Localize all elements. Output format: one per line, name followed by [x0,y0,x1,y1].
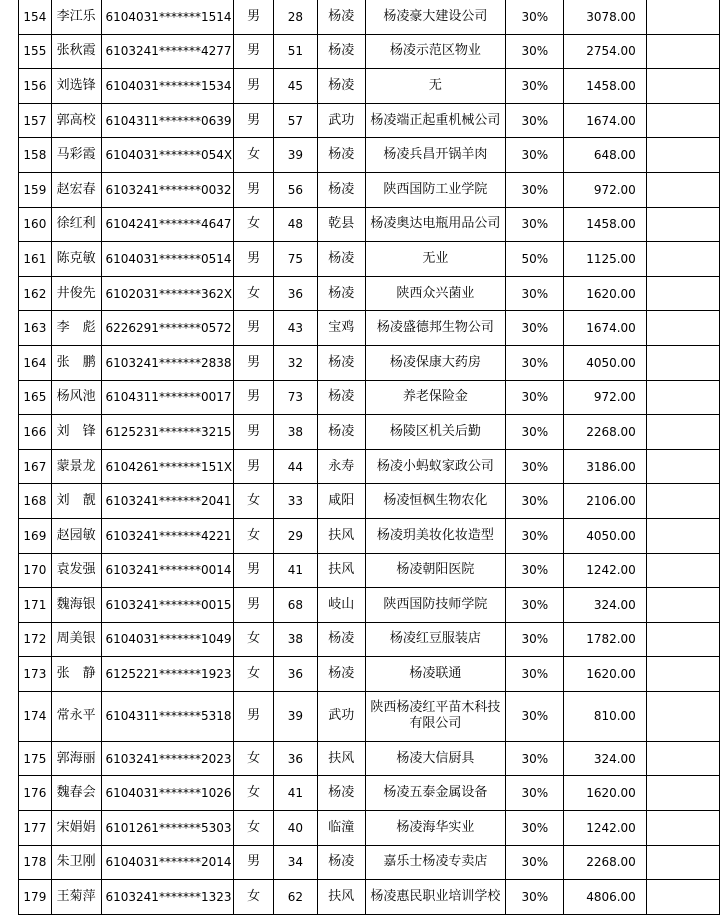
table-row [19,880,720,915]
name-cell: 郭高校 [51,103,101,138]
amount-cell: 972.00 [564,380,646,415]
ratio-cell: 30% [506,845,564,880]
company-cell: 杨凌海华实业 [365,811,506,846]
row-number: 163 [19,311,52,346]
remark-cell [646,880,719,915]
gender-cell: 女 [234,484,273,519]
amount-cell: 1620.00 [564,276,646,311]
ratio-cell: 30% [506,311,564,346]
ratio-cell: 30% [506,207,564,242]
place-cell: 扶风 [318,880,365,915]
company-cell: 杨凌五泰金属设备 [365,776,506,811]
remark-cell [646,69,719,104]
ratio-cell: 50% [506,242,564,277]
remark-cell [646,691,719,741]
ratio-cell: 30% [506,0,564,34]
ratio-cell: 30% [506,380,564,415]
remark-cell [646,484,719,519]
ratio-cell: 30% [506,276,564,311]
gender-cell: 女 [234,518,273,553]
gender-cell: 男 [234,242,273,277]
row-number: 166 [19,415,52,450]
gender-cell: 男 [234,588,273,623]
ratio-cell: 30% [506,103,564,138]
place-cell: 杨凌 [318,34,365,69]
remark-cell [646,845,719,880]
amount-cell: 1782.00 [564,622,646,657]
age-cell: 36 [273,276,317,311]
place-cell: 杨凌 [318,622,365,657]
company-cell: 杨凌保康大药房 [365,345,506,380]
amount-cell: 1242.00 [564,553,646,588]
company-cell: 无 [365,69,506,104]
name-cell: 刘 锋 [51,415,101,450]
id-card-cell: 6104031*******1534 [101,69,234,104]
row-number: 154 [19,0,52,34]
row-number: 175 [19,741,52,776]
gender-cell: 男 [234,69,273,104]
place-cell: 杨凌 [318,845,365,880]
id-card-cell: 6104031*******0514 [101,242,234,277]
place-cell: 武功 [318,691,365,741]
company-cell: 杨凌联通 [365,657,506,692]
row-number: 178 [19,845,52,880]
row-number: 169 [19,518,52,553]
table-row [19,103,720,138]
name-cell: 宋娟娟 [51,811,101,846]
amount-cell: 1242.00 [564,811,646,846]
place-cell: 杨凌 [318,0,365,34]
age-cell: 62 [273,880,317,915]
gender-cell: 女 [234,276,273,311]
id-card-cell: 6104311*******0639 [101,103,234,138]
age-cell: 73 [273,380,317,415]
table-row [19,484,720,519]
ratio-cell: 30% [506,34,564,69]
name-cell: 张秋霞 [51,34,101,69]
gender-cell: 女 [234,622,273,657]
gender-cell: 男 [234,845,273,880]
remark-cell [646,776,719,811]
name-cell: 李 彪 [51,311,101,346]
amount-cell: 1620.00 [564,657,646,692]
gender-cell: 女 [234,138,273,173]
age-cell: 34 [273,845,317,880]
row-number: 177 [19,811,52,846]
company-cell: 杨凌奥达电瓶用品公司 [365,207,506,242]
age-cell: 39 [273,138,317,173]
place-cell: 扶风 [318,518,365,553]
place-cell: 杨凌 [318,776,365,811]
remark-cell [646,34,719,69]
place-cell: 杨凌 [318,380,365,415]
gender-cell: 男 [234,103,273,138]
table-row [19,741,720,776]
id-card-cell: 6102031*******362X [101,276,234,311]
company-cell: 杨凌盛德邦生物公司 [365,311,506,346]
ratio-cell: 30% [506,691,564,741]
company-cell: 养老保险金 [365,380,506,415]
amount-cell: 4050.00 [564,345,646,380]
amount-cell: 2268.00 [564,845,646,880]
name-cell: 王菊萍 [51,880,101,915]
place-cell: 永寿 [318,449,365,484]
table-row [19,380,720,415]
gender-cell: 女 [234,657,273,692]
table-row [19,776,720,811]
amount-cell: 1674.00 [564,103,646,138]
company-cell: 杨凌豪大建设公司 [365,0,506,34]
ratio-cell: 30% [506,657,564,692]
row-number: 179 [19,880,52,915]
id-card-cell: 6103241*******0032 [101,172,234,207]
row-number: 167 [19,449,52,484]
table-row [19,845,720,880]
gender-cell: 男 [234,449,273,484]
remark-cell [646,345,719,380]
table-row [19,691,720,741]
age-cell: 28 [273,0,317,34]
place-cell: 杨凌 [318,415,365,450]
gender-cell: 女 [234,207,273,242]
table-row [19,207,720,242]
remark-cell [646,518,719,553]
place-cell: 扶风 [318,741,365,776]
gender-cell: 男 [234,345,273,380]
name-cell: 李江乐 [51,0,101,34]
table-row [19,622,720,657]
name-cell: 杨风池 [51,380,101,415]
company-cell: 陕西杨凌红平苗木科技有限公司 [365,691,506,741]
name-cell: 刘 靓 [51,484,101,519]
name-cell: 蒙景龙 [51,449,101,484]
table-row [19,518,720,553]
row-number: 161 [19,242,52,277]
age-cell: 32 [273,345,317,380]
table-row [19,138,720,173]
name-cell: 徐红利 [51,207,101,242]
row-number: 162 [19,276,52,311]
ratio-cell: 30% [506,622,564,657]
gender-cell: 男 [234,415,273,450]
id-card-cell: 6103241*******0014 [101,553,234,588]
ratio-cell: 30% [506,880,564,915]
name-cell: 魏春会 [51,776,101,811]
gender-cell: 男 [234,553,273,588]
remark-cell [646,276,719,311]
place-cell: 杨凌 [318,276,365,311]
age-cell: 41 [273,553,317,588]
row-number: 176 [19,776,52,811]
name-cell: 赵园敏 [51,518,101,553]
data-table [18,0,720,915]
amount-cell: 1458.00 [564,207,646,242]
name-cell: 陈克敏 [51,242,101,277]
table-row [19,0,720,34]
company-cell: 陕西国防技师学院 [365,588,506,623]
gender-cell: 男 [234,380,273,415]
id-card-cell: 6226291*******0572 [101,311,234,346]
place-cell: 咸阳 [318,484,365,519]
company-cell: 杨凌朝阳医院 [365,553,506,588]
id-card-cell: 6104031*******054X [101,138,234,173]
id-card-cell: 6104261*******151X [101,449,234,484]
remark-cell [646,622,719,657]
age-cell: 33 [273,484,317,519]
gender-cell: 女 [234,880,273,915]
row-number: 159 [19,172,52,207]
name-cell: 袁发强 [51,553,101,588]
row-number: 174 [19,691,52,741]
gender-cell: 男 [234,691,273,741]
table-row [19,415,720,450]
remark-cell [646,242,719,277]
company-cell: 杨凌惠民职业培训学校 [365,880,506,915]
age-cell: 40 [273,811,317,846]
remark-cell [646,0,719,34]
name-cell: 魏海银 [51,588,101,623]
amount-cell: 648.00 [564,138,646,173]
remark-cell [646,172,719,207]
id-card-cell: 6104031*******1514 [101,0,234,34]
amount-cell: 4806.00 [564,880,646,915]
company-cell: 杨凌红豆服装店 [365,622,506,657]
row-number: 156 [19,69,52,104]
ratio-cell: 30% [506,741,564,776]
table-row [19,311,720,346]
id-card-cell: 6101261*******5303 [101,811,234,846]
amount-cell: 4050.00 [564,518,646,553]
company-cell: 杨凌示范区物业 [365,34,506,69]
id-card-cell: 6103241*******2838 [101,345,234,380]
amount-cell: 810.00 [564,691,646,741]
age-cell: 45 [273,69,317,104]
age-cell: 41 [273,776,317,811]
row-number: 173 [19,657,52,692]
gender-cell: 男 [234,311,273,346]
id-card-cell: 6103241*******4221 [101,518,234,553]
name-cell: 郭海丽 [51,741,101,776]
amount-cell: 2754.00 [564,34,646,69]
id-card-cell: 6103241*******1323 [101,880,234,915]
age-cell: 36 [273,657,317,692]
gender-cell: 女 [234,811,273,846]
remark-cell [646,415,719,450]
table-row [19,657,720,692]
gender-cell: 男 [234,34,273,69]
id-card-cell: 6104031*******2014 [101,845,234,880]
id-card-cell: 6104311*******5318 [101,691,234,741]
company-cell: 嘉乐士杨凌专卖店 [365,845,506,880]
place-cell: 杨凌 [318,69,365,104]
remark-cell [646,380,719,415]
name-cell: 张 鹏 [51,345,101,380]
remark-cell [646,103,719,138]
amount-cell: 2106.00 [564,484,646,519]
place-cell: 武功 [318,103,365,138]
remark-cell [646,553,719,588]
place-cell: 乾县 [318,207,365,242]
id-card-cell: 6104031*******1049 [101,622,234,657]
remark-cell [646,657,719,692]
gender-cell: 女 [234,776,273,811]
amount-cell: 1458.00 [564,69,646,104]
company-cell: 杨凌大信厨具 [365,741,506,776]
amount-cell: 1620.00 [564,776,646,811]
gender-cell: 男 [234,0,273,34]
age-cell: 48 [273,207,317,242]
row-number: 164 [19,345,52,380]
table-row [19,811,720,846]
age-cell: 36 [273,741,317,776]
table-body [19,0,720,914]
name-cell: 常永平 [51,691,101,741]
table-row [19,449,720,484]
place-cell: 临潼 [318,811,365,846]
age-cell: 39 [273,691,317,741]
id-card-cell: 6103241*******0015 [101,588,234,623]
id-card-cell: 6103241*******4277 [101,34,234,69]
gender-cell: 男 [234,172,273,207]
ratio-cell: 30% [506,776,564,811]
name-cell: 赵宏春 [51,172,101,207]
place-cell: 杨凌 [318,345,365,380]
amount-cell: 3186.00 [564,449,646,484]
row-number: 172 [19,622,52,657]
id-card-cell: 6104241*******4647 [101,207,234,242]
ratio-cell: 30% [506,415,564,450]
age-cell: 38 [273,415,317,450]
age-cell: 29 [273,518,317,553]
company-cell: 杨陵区机关后勤 [365,415,506,450]
company-cell: 杨凌恒枫生物农化 [365,484,506,519]
ratio-cell: 30% [506,518,564,553]
place-cell: 杨凌 [318,657,365,692]
amount-cell: 324.00 [564,588,646,623]
amount-cell: 324.00 [564,741,646,776]
row-number: 155 [19,34,52,69]
table-row [19,553,720,588]
row-number: 171 [19,588,52,623]
remark-cell [646,138,719,173]
name-cell: 朱卫刚 [51,845,101,880]
age-cell: 38 [273,622,317,657]
company-cell: 杨凌小蚂蚁家政公司 [365,449,506,484]
row-number: 165 [19,380,52,415]
amount-cell: 3078.00 [564,0,646,34]
row-number: 170 [19,553,52,588]
amount-cell: 2268.00 [564,415,646,450]
amount-cell: 1125.00 [564,242,646,277]
age-cell: 57 [273,103,317,138]
table-row [19,172,720,207]
table-row [19,34,720,69]
id-card-cell: 6103241*******2023 [101,741,234,776]
id-card-cell: 6104031*******1026 [101,776,234,811]
remark-cell [646,207,719,242]
age-cell: 68 [273,588,317,623]
ratio-cell: 30% [506,553,564,588]
id-card-cell: 6103241*******2041 [101,484,234,519]
row-number: 158 [19,138,52,173]
id-card-cell: 6125231*******3215 [101,415,234,450]
place-cell: 宝鸡 [318,311,365,346]
remark-cell [646,811,719,846]
ratio-cell: 30% [506,449,564,484]
table-row [19,69,720,104]
row-number: 157 [19,103,52,138]
company-cell: 杨凌端正起重机械公司 [365,103,506,138]
place-cell: 扶风 [318,553,365,588]
place-cell: 杨凌 [318,138,365,173]
ratio-cell: 30% [506,484,564,519]
ratio-cell: 30% [506,588,564,623]
name-cell: 张 静 [51,657,101,692]
age-cell: 44 [273,449,317,484]
place-cell: 岐山 [318,588,365,623]
age-cell: 56 [273,172,317,207]
company-cell: 无业 [365,242,506,277]
ratio-cell: 30% [506,138,564,173]
gender-cell: 女 [234,741,273,776]
remark-cell [646,588,719,623]
amount-cell: 972.00 [564,172,646,207]
table-row [19,588,720,623]
remark-cell [646,311,719,346]
id-card-cell: 6104311*******0017 [101,380,234,415]
ratio-cell: 30% [506,811,564,846]
place-cell: 杨凌 [318,172,365,207]
row-number: 160 [19,207,52,242]
age-cell: 43 [273,311,317,346]
company-cell: 杨凌兵昌开锅羊肉 [365,138,506,173]
age-cell: 51 [273,34,317,69]
company-cell: 陕西国防工业学院 [365,172,506,207]
row-number: 168 [19,484,52,519]
company-cell: 杨凌玥美妆化妆造型 [365,518,506,553]
ratio-cell: 30% [506,345,564,380]
name-cell: 马彩霞 [51,138,101,173]
remark-cell [646,741,719,776]
amount-cell: 1674.00 [564,311,646,346]
age-cell: 75 [273,242,317,277]
ratio-cell: 30% [506,69,564,104]
place-cell: 杨凌 [318,242,365,277]
name-cell: 井俊先 [51,276,101,311]
remark-cell [646,449,719,484]
name-cell: 周美银 [51,622,101,657]
table-row [19,345,720,380]
company-cell: 陕西众兴菌业 [365,276,506,311]
ratio-cell: 30% [506,172,564,207]
table-row [19,276,720,311]
name-cell: 刘选锋 [51,69,101,104]
table-row [19,242,720,277]
id-card-cell: 6125221*******1923 [101,657,234,692]
